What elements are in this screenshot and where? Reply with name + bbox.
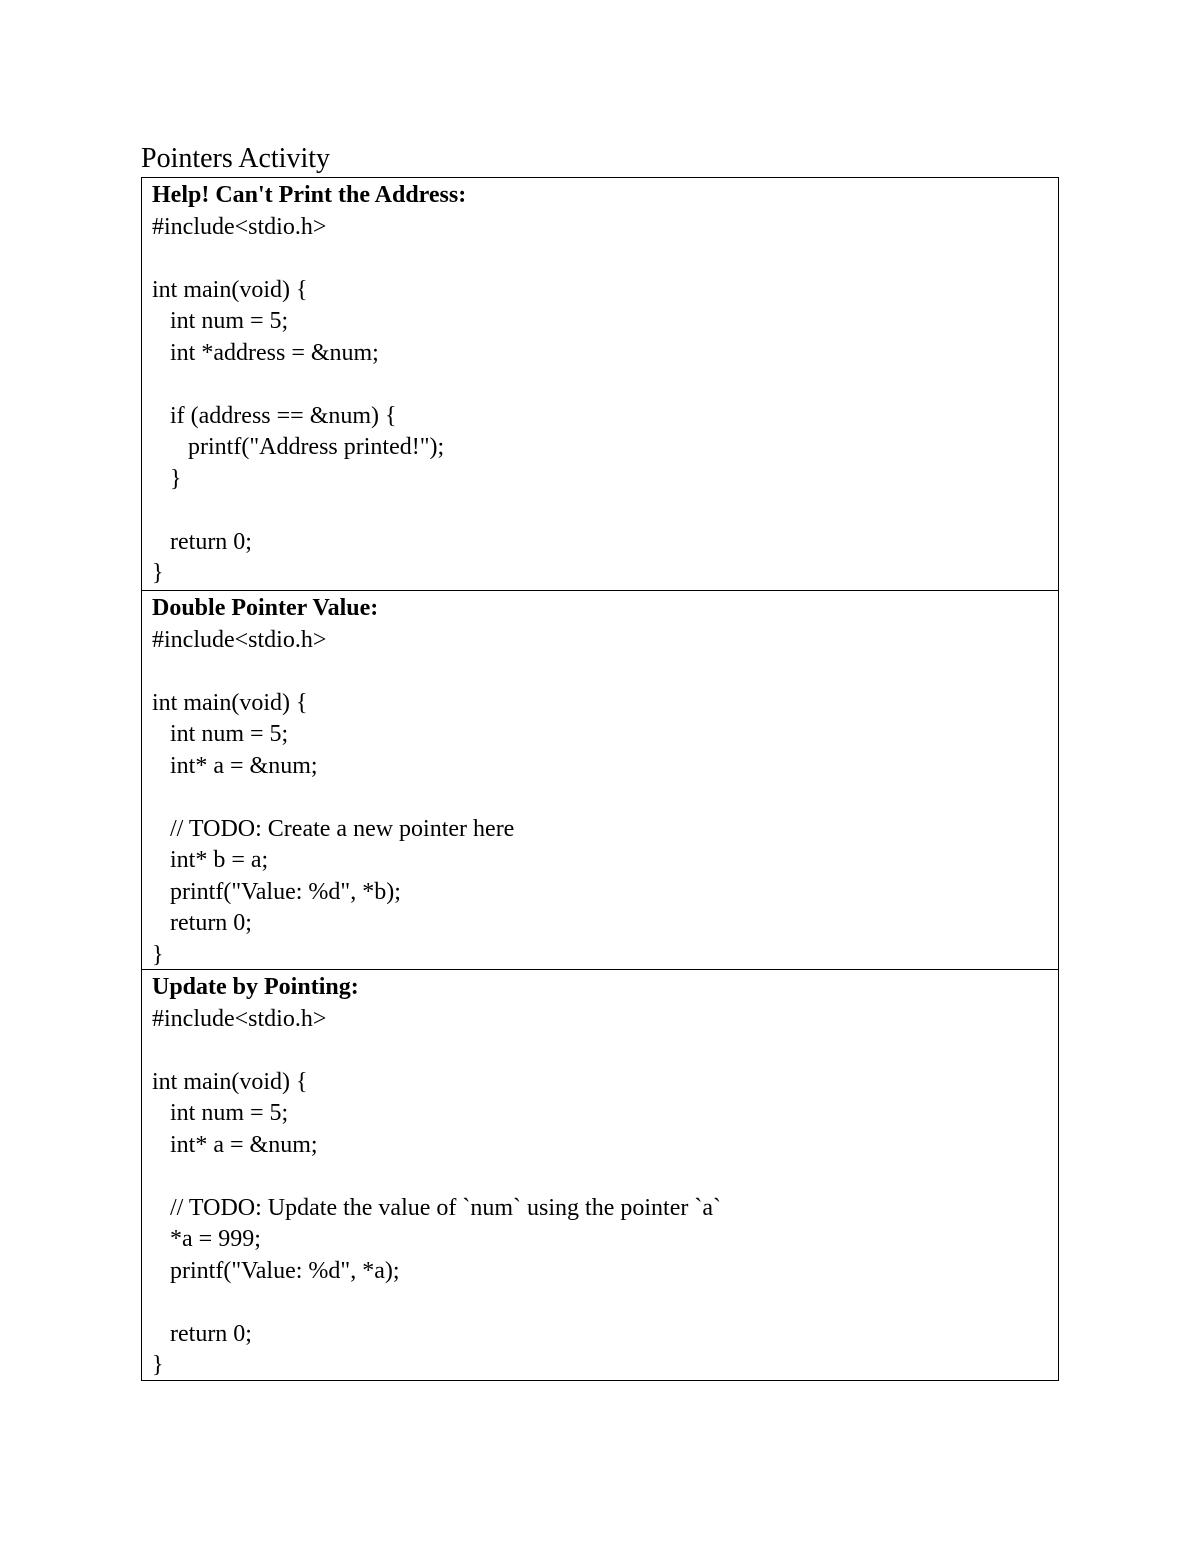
code-line: } (152, 1352, 164, 1378)
code-line: int* b = a; (152, 847, 269, 873)
code-line: int* a = &num; (152, 1131, 318, 1158)
code-line (152, 243, 1058, 275)
code-line: int num = 5; (152, 308, 289, 334)
code-line: printf("Value: %d", *a); (152, 1257, 400, 1284)
section-help-cant-print-address (142, 178, 1058, 590)
code-line: return 0; (152, 528, 252, 555)
section-update-by-pointing (142, 969, 1058, 1380)
code-line: return 0; (152, 1320, 252, 1347)
code-line: // TODO: Create a new pointer here (152, 815, 515, 842)
code-line (152, 656, 1058, 688)
code-line (152, 495, 1058, 527)
code-block (152, 212, 1058, 590)
page-title: Pointers Activity (141, 143, 330, 174)
code-line: } (152, 560, 164, 586)
section-heading: Help! Can't Print the Address: (152, 182, 467, 208)
code-block (152, 625, 1058, 972)
section-heading: Update by Pointing: (152, 974, 359, 1000)
code-line: int main(void) { (152, 276, 308, 303)
code-line: int *address = &num; (152, 339, 379, 366)
code-line: } (152, 465, 182, 492)
code-line (152, 369, 1058, 401)
section-heading: Double Pointer Value: (152, 595, 379, 621)
code-line: int num = 5; (152, 721, 289, 747)
code-line: #include<stdio.h> (152, 626, 327, 653)
code-line: int main(void) { (152, 1068, 308, 1095)
code-line (152, 1287, 1058, 1319)
code-line (152, 1161, 1058, 1193)
code-line: #include<stdio.h> (152, 213, 327, 240)
code-line: } (152, 941, 164, 968)
code-line: if (address == &num) { (152, 402, 397, 429)
code-line: #include<stdio.h> (152, 1005, 327, 1032)
code-line: printf("Address printed!"); (152, 434, 445, 460)
code-line (152, 1035, 1058, 1067)
code-line: *a = 999; (152, 1226, 261, 1252)
code-line: printf("Value: %d", *b); (152, 878, 401, 905)
code-block (152, 1004, 1058, 1382)
code-line: int num = 5; (152, 1100, 289, 1126)
activity-table (141, 177, 1059, 1381)
code-line (152, 782, 1058, 814)
code-line: int main(void) { (152, 689, 308, 716)
code-line: // TODO: Update the value of `num` using the pointer `a` (152, 1194, 721, 1221)
section-double-pointer-value (142, 590, 1058, 969)
code-line: int* a = &num; (152, 752, 318, 779)
code-line: return 0; (152, 910, 252, 936)
